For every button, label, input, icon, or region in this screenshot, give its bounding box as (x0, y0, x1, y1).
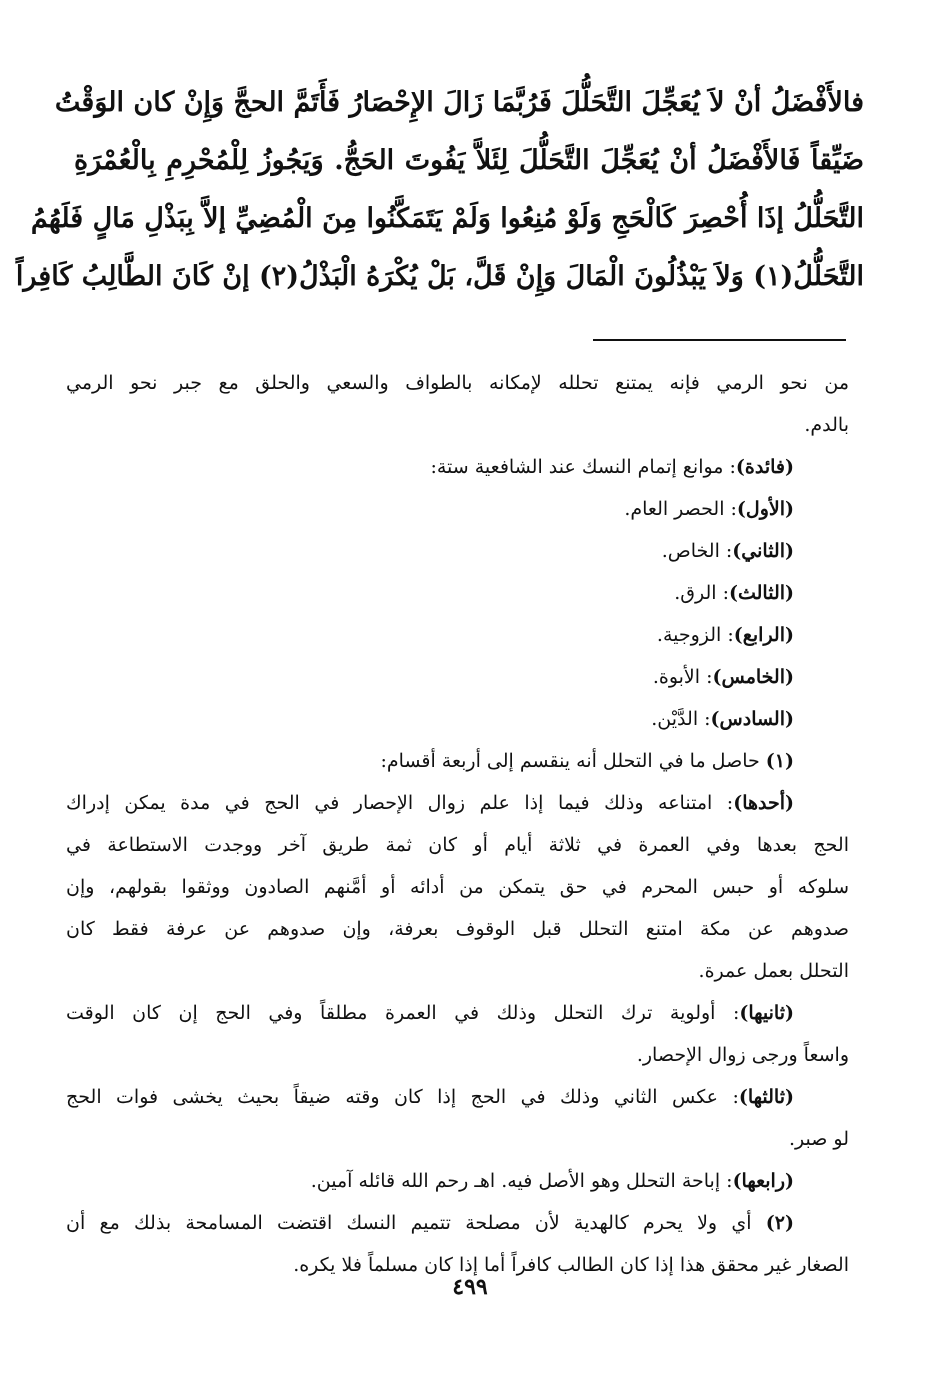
footnote-label: (الثالث) (728, 582, 794, 604)
footnote-label: (الأول) (736, 498, 794, 520)
footnote-line (66, 446, 849, 488)
main-text-line: التَّحَلُّلُ إذَا أُحْصِرَ كَالْحَجِ وَلَوْ مُنِعُوا وَلَمْ يَتَمَكَّنُوا مِنَ الْمُضِيِّ إلاَّ بِبَذْلِ مَالٍ فَلَهُمُ (30, 203, 864, 234)
footnote-separator (593, 339, 846, 341)
footnote-line (66, 908, 849, 950)
footnote-label: (الخامس) (712, 666, 794, 688)
footnote-label: (فائدة) (735, 456, 794, 478)
footnote-text: : امتناعه وذلك فيما إذا علم زوال الإحصار في الحج في مدة يمكن إدراك (66, 792, 734, 814)
footnote-text: : الزوجية. (656, 624, 734, 646)
footnote-line (66, 488, 849, 530)
main-text-line: ضَيِّقاً فَالأَفْضَلُ أنْ يُعَجِّلَ التَّحَلُّلَ لِئَلاَّ يَفُوتَ الحَجُّ. وَيَجُوزُ لِلْمُحْرِمِ بِالْعُمْرَةِ (74, 145, 864, 176)
footnote-text: واسعاً ورجى زوال الإحصار. (636, 1044, 849, 1066)
footnote-line (66, 656, 849, 698)
footnote-line (66, 1076, 849, 1118)
footnote-line (66, 1118, 849, 1160)
footnote-label: (السادس) (710, 708, 794, 730)
footnote-text: : إباحة التحلل وهو الأصل فيه. اهـ رحم الله قائله آمين. (310, 1170, 733, 1192)
footnote-text: سلوكه أو حبس المحرم في حق يتمكن من أدائه أو أمَّنهم الصادون ووثقوا بقولهم، وإن (66, 876, 849, 898)
footnote-line (66, 530, 849, 572)
footnote-line (66, 404, 849, 446)
footnote-line (66, 698, 849, 740)
footnote-label: (رابعها) (732, 1170, 794, 1192)
footnote-line (66, 782, 849, 824)
footnote-text: من نحو الرمي فإنه يمتنع تحلله لإمكانه بالطواف والسعي والحلق مع جبر نحو الرمي (66, 372, 849, 394)
footnote-text: الصغار غير محقق هذا إذا كان الطالب كافراً أما إذا كان مسلماً فلا يكره. (293, 1254, 849, 1276)
footnote-label: (ثالثها) (738, 1086, 794, 1108)
footnote-label: (الثاني) (732, 540, 794, 562)
footnote-text: : الرق. (674, 582, 729, 604)
footnote-label: (ثانيها) (739, 1002, 794, 1024)
main-text-line: فالأَفْضَلُ أنْ لاَ يُعَجِّلَ التَّحَلُّلَ فَرُبَّمَا زَالَ الإِحْصَارُ فَأَتَمَّ الحجَّ وَإِنْ كان الوَقْتُ (54, 87, 864, 118)
footnote-line (66, 866, 849, 908)
footnote-text: صدوهم عن مكة امتنع التحلل قبل الوقوف بعرفة، وإن صدوهم عن عرفة فقط كان (66, 918, 849, 940)
footnote-line (66, 950, 849, 992)
main-text-block (15, 74, 864, 306)
footnote-text: التحلل بعمل عمرة. (698, 960, 849, 982)
footnote-line (66, 992, 849, 1034)
footnote-line (66, 1160, 849, 1202)
footnote-line (66, 1202, 849, 1244)
footnote-line (66, 362, 849, 404)
footnote-text: : الخاص. (661, 540, 733, 562)
footnote-label: (٢) (765, 1212, 794, 1234)
footnote-line (66, 1034, 849, 1076)
footnote-text: لو صبر. (788, 1128, 849, 1150)
footnote-text: : الحصر العام. (624, 498, 737, 520)
footnote-line (66, 614, 849, 656)
footnote-text: بالدم. (804, 414, 849, 436)
footnote-line (66, 824, 849, 866)
main-text-line: التَّحَلُّلُ(١) وَلاَ يَبْذُلُونَ الْمَالَ وَإِنْ قَلَّ، بَلْ يُكْرَهُ الْبَذْلُ(٢) إنْ كَانَ الطَّالِبُ كَافِراً (15, 261, 864, 292)
footnote-text: : أولوية ترك التحلل وذلك في العمرة مطلقاً وفي الحج إن كان الوقت (66, 1002, 740, 1024)
footnote-line (66, 572, 849, 614)
footnote-text: الحج بعدها وفي العمرة في ثلاثة أيام أو كان ثمة طريق آخر ووجدت الاستطاعة في (66, 834, 849, 856)
footnote-line (66, 740, 849, 782)
footnote-text: حاصل ما في التحلل أنه ينقسم إلى أربعة أقسام: (380, 750, 766, 772)
footnote-label: (١) (765, 750, 794, 772)
page-number: ٤٩٩ (452, 1274, 488, 1300)
footnote-label: (الرابع) (733, 624, 794, 646)
footnote-text: : الأبوة. (652, 666, 713, 688)
footnote-text: : عكس الثاني وذلك في الحج إذا كان وقته ضيقاً بحيث يخشى فوات الحج (66, 1086, 739, 1108)
footnote-label: (أحدها) (733, 792, 794, 814)
footnote-text: : موانع إتمام النسك عند الشافعية ستة: (430, 456, 736, 478)
footnote-text: أي ولا يحرم كالهدية لأن مصلحة تتميم النسك اقتضت المسامحة بذلك مع أن (66, 1212, 766, 1234)
footnotes-block (66, 362, 849, 1286)
footnote-text: : الدَّيْن. (651, 708, 711, 730)
